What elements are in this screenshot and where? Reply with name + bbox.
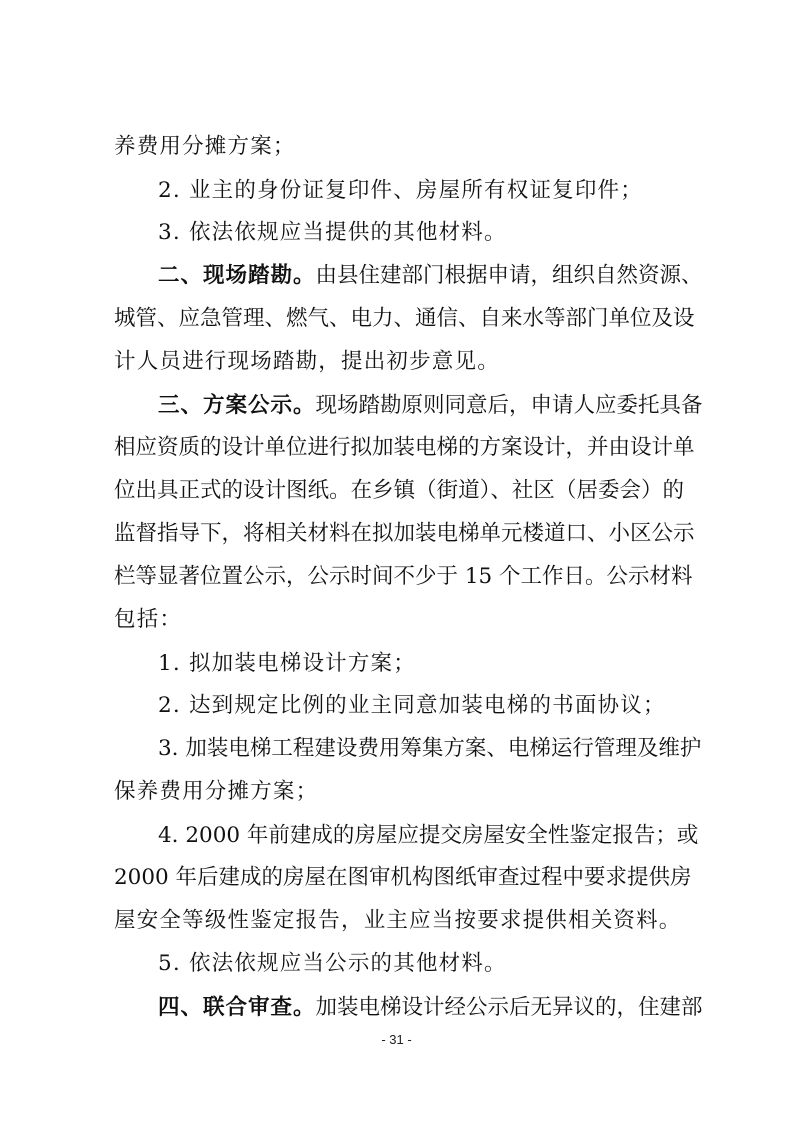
text-run: 加装电梯设计经公示后无异议的，住建部 xyxy=(315,995,703,1020)
section-heading: 二、现场踏勘。 xyxy=(158,263,316,288)
text-line: 位出具正式的设计图纸。在乡镇（街道）、社区（居委会）的 xyxy=(114,478,684,503)
page-number: - 31 - xyxy=(381,1032,412,1047)
list-item: 1. 拟加装电梯设计方案； xyxy=(158,651,416,676)
text-line: 计人员进行现场踏勘，提出初步意见。 xyxy=(114,349,500,374)
text-line: 2000 年后建成的房屋在图审机构图纸审查过程中要求提供房 xyxy=(114,865,692,890)
text-line: 栏等显著位置公示，公示时间不少于 15 个工作日。公示材料 xyxy=(114,564,693,589)
text-run: 由县住建部门根据申请，组织自然资源、 xyxy=(315,263,703,288)
text-line: 屋安全等级性鉴定报告，业主应当按要求提供相关资料。 xyxy=(114,908,682,933)
text-line: 保养费用分摊方案； xyxy=(114,779,319,804)
section-heading: 三、方案公示。 xyxy=(158,393,316,418)
list-item: 3. 加装电梯工程建设费用筹集方案、电梯运行管理及维护 xyxy=(158,736,702,761)
text-line: 包括： xyxy=(114,607,183,632)
section-heading-line xyxy=(158,391,703,421)
text-line: 城管、应急管理、燃气、电力、通信、自来水等部门单位及设 xyxy=(114,306,695,331)
list-item: 3. 依法依规应当提供的其他材料。 xyxy=(158,220,507,245)
text-line: 养费用分摊方案； xyxy=(114,134,296,159)
list-item: 2. 达到规定比例的业主同意加装电梯的书面协议； xyxy=(158,693,666,718)
list-item: 5. 依法依规应当公示的其他材料。 xyxy=(158,951,507,976)
list-item: 2. 业主的身份证复印件、房屋所有权证复印件； xyxy=(158,178,643,203)
section-heading: 四、联合审查。 xyxy=(158,995,316,1020)
text-run: 现场踏勘原则同意后，申请人应委托具备 xyxy=(315,393,703,418)
section-heading-line xyxy=(158,993,703,1023)
list-item: 4. 2000 年前建成的房屋应提交房屋安全性鉴定报告；或 xyxy=(158,823,699,848)
text-line: 相应资质的设计单位进行拟加装电梯的方案设计，并由设计单 xyxy=(114,435,695,460)
text-line: 监督指导下，将相关材料在拟加装电梯单元楼道口、小区公示 xyxy=(114,521,695,546)
section-heading-line xyxy=(158,261,703,291)
